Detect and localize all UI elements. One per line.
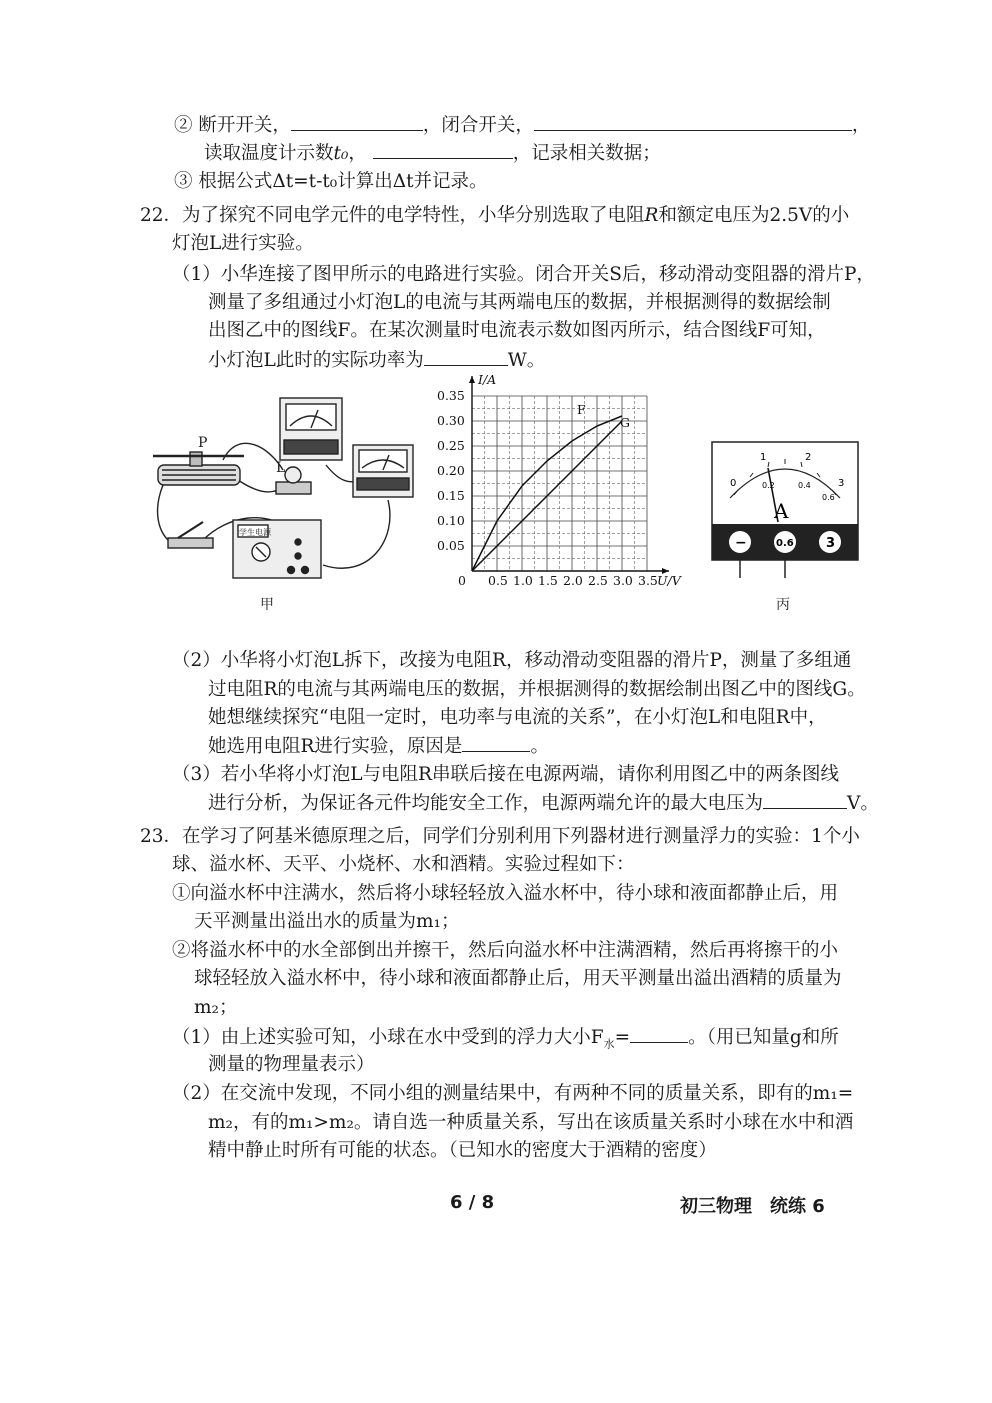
q22-p2-line3: 她想继续探究“电阻一定时，电功率与电流的关系”，在小灯泡L和电阻R中， — [208, 707, 827, 728]
y-axis-arrow — [469, 376, 475, 383]
x-tick-label: 2.0 — [563, 573, 583, 588]
figure-bing-caption: 丙 — [776, 597, 790, 613]
answer-blank[interactable] — [373, 140, 513, 159]
circuit-diagram — [148, 390, 423, 590]
x-axis-label: U/V — [657, 573, 681, 588]
y-tick-label: 0.35 — [437, 388, 465, 403]
answer-blank[interactable] — [462, 733, 530, 752]
series-label-f: F — [577, 402, 586, 417]
y-tick-label: 0.15 — [437, 488, 465, 503]
q21-step2-line1: ② 断开开关， ，闭合开关， ， — [174, 112, 870, 139]
ammeter-tick: 0.4 — [798, 481, 811, 490]
q23-step1-line2: 天平测量出溢出水的质量为m₁； — [194, 911, 460, 932]
supply-label: 学生电源 — [239, 528, 271, 537]
x-tick-label: 3.5 — [638, 573, 658, 588]
figure-jia-caption: 甲 — [260, 597, 274, 613]
q22-stem-line2: 灯泡L进行实验。 — [172, 233, 314, 254]
x-tick-label: 0.5 — [488, 573, 508, 588]
y-tick-label: 0.10 — [437, 513, 465, 528]
y-tick-label: 0.05 — [437, 538, 465, 553]
slider-label-p: P — [198, 435, 208, 451]
q22-p3-line2: 进行分析，为保证各元件均能安全工作，电源两端允许的最大电压为 V。 — [208, 790, 879, 817]
q23-p1-line1: （1）由上述实验可知，小球在水中受到的浮力大小$F_水=$ 。（用已知量g和所 — [172, 1024, 839, 1058]
series-label-g: G — [620, 415, 630, 430]
q23-stem-line2: 球、溢水杯、天平、小烧杯、水和酒精。实验过程如下： — [172, 854, 635, 875]
q22-p1-line2: 测量了多组通过小灯泡L的电流与其两端电压的数据，并根据测得的数据绘制 — [208, 292, 831, 313]
q22-p2-line4: 她选用电阻R进行实验，原因是 。 — [208, 733, 549, 760]
ammeter-tick: 2 — [805, 452, 812, 463]
q23-step2-line2: 球轻轻放入溢水杯中，待小球和液面都静止后，用天平测量出溢出酒精的质量为 — [194, 968, 842, 989]
x-tick-label: 0 — [458, 573, 466, 588]
footer-subject: 初三物理 统练 6 — [680, 1196, 825, 1217]
q23-p2-line3: 精中静止时所有可能的状态。（已知水的密度大于酒精的密度） — [208, 1140, 717, 1161]
ammeter-tick: 0 — [730, 478, 737, 489]
terminal-3: 3 — [826, 536, 836, 551]
q22-p1-line1: （1）小华连接了图甲所示的电路进行实验。闭合开关S后，移动滑动变阻器的滑片P， — [172, 264, 875, 285]
answer-blank[interactable] — [630, 1024, 688, 1043]
q22-p1-line3: 出图乙中的图线F。在某次测量时电流表示数如图丙所示，结合图线F可知， — [208, 320, 826, 341]
terminal-minus: − — [735, 535, 747, 551]
q22-p1-line4: 小灯泡L此时的实际功率为 W。 — [208, 347, 545, 374]
ammeter-tick: 3 — [838, 478, 845, 489]
ammeter-unit: A — [774, 499, 789, 523]
q22-p2-line2: 过电阻R的电流与其两端电压的数据，并根据测得的数据绘制出图乙中的图线G。 — [208, 679, 866, 700]
q21-step3: ③ 根据公式Δt=t-t₀计算出Δt并记录。 — [174, 171, 488, 192]
x-tick-label: 3.0 — [613, 573, 633, 588]
q22-stem-line1: 22．为了探究不同电学元件的电学特性，小华分别选取了电阻R和额定电压为2.5V的小 — [140, 205, 850, 226]
answer-blank[interactable] — [763, 790, 847, 809]
y-tick-label: 0.20 — [437, 463, 465, 478]
x-tick-label: 1.0 — [513, 573, 533, 588]
q21-step2-line2: 读取温度计示数t₀， ，记录相关数据； — [204, 140, 661, 167]
y-axis-label: I/A — [478, 372, 497, 387]
x-tick-label: 1.5 — [538, 573, 558, 588]
q22-p3-line1: （3）若小华将小灯泡L与电阻R串联后接在电源两端，请你利用图乙中的两条图线 — [172, 764, 839, 785]
answer-blank[interactable] — [291, 112, 423, 131]
answer-blank[interactable] — [424, 347, 508, 366]
q23-step2-line1: ②将溢水杯中的水全部倒出并擦干，然后向溢水杯中注满酒精，然后再将擦干的小 — [172, 940, 839, 961]
iu-graph — [428, 368, 700, 588]
q23-step2-line3: m₂； — [194, 997, 238, 1018]
y-tick-label: 0.30 — [437, 413, 465, 428]
lamp-label-l: L — [276, 460, 286, 476]
q23-p2-line1: （2）在交流中发现，不同小组的测量结果中，有两种不同的质量关系，即有的m₁= — [172, 1083, 854, 1104]
q23-step1-line1: ①向溢水杯中注满水，然后将小球轻轻放入溢水杯中，待小球和液面都静止后，用 — [172, 883, 839, 904]
q23-stem-line1: 23．在学习了阿基米德原理之后，同学们分别利用下列器材进行测量浮力的实验：1个小 — [140, 826, 860, 847]
q22-p2-line1: （2）小华将小灯泡L拆下，改接为电阻R，移动滑动变阻器的滑片P，测量了多组通 — [172, 650, 852, 671]
ammeter-dial — [710, 440, 860, 580]
terminal-0-6: 0.6 — [776, 538, 794, 549]
ammeter-tick: 0.6 — [822, 493, 835, 502]
q23-p1-line2: 测量的物理量表示） — [208, 1054, 375, 1075]
ammeter-tick: 0.2 — [762, 481, 775, 490]
answer-blank[interactable] — [534, 112, 852, 131]
page-number: 6 / 8 — [450, 1192, 495, 1213]
ammeter-tick: 1 — [760, 452, 767, 463]
y-tick-label: 0.25 — [437, 438, 465, 453]
q23-p2-line2: m₂，有的m₁>m₂。请自选一种质量关系，写出在该质量关系时小球在水中和酒 — [208, 1112, 854, 1133]
graph-ticks — [437, 372, 683, 588]
x-tick-label: 2.5 — [588, 573, 608, 588]
